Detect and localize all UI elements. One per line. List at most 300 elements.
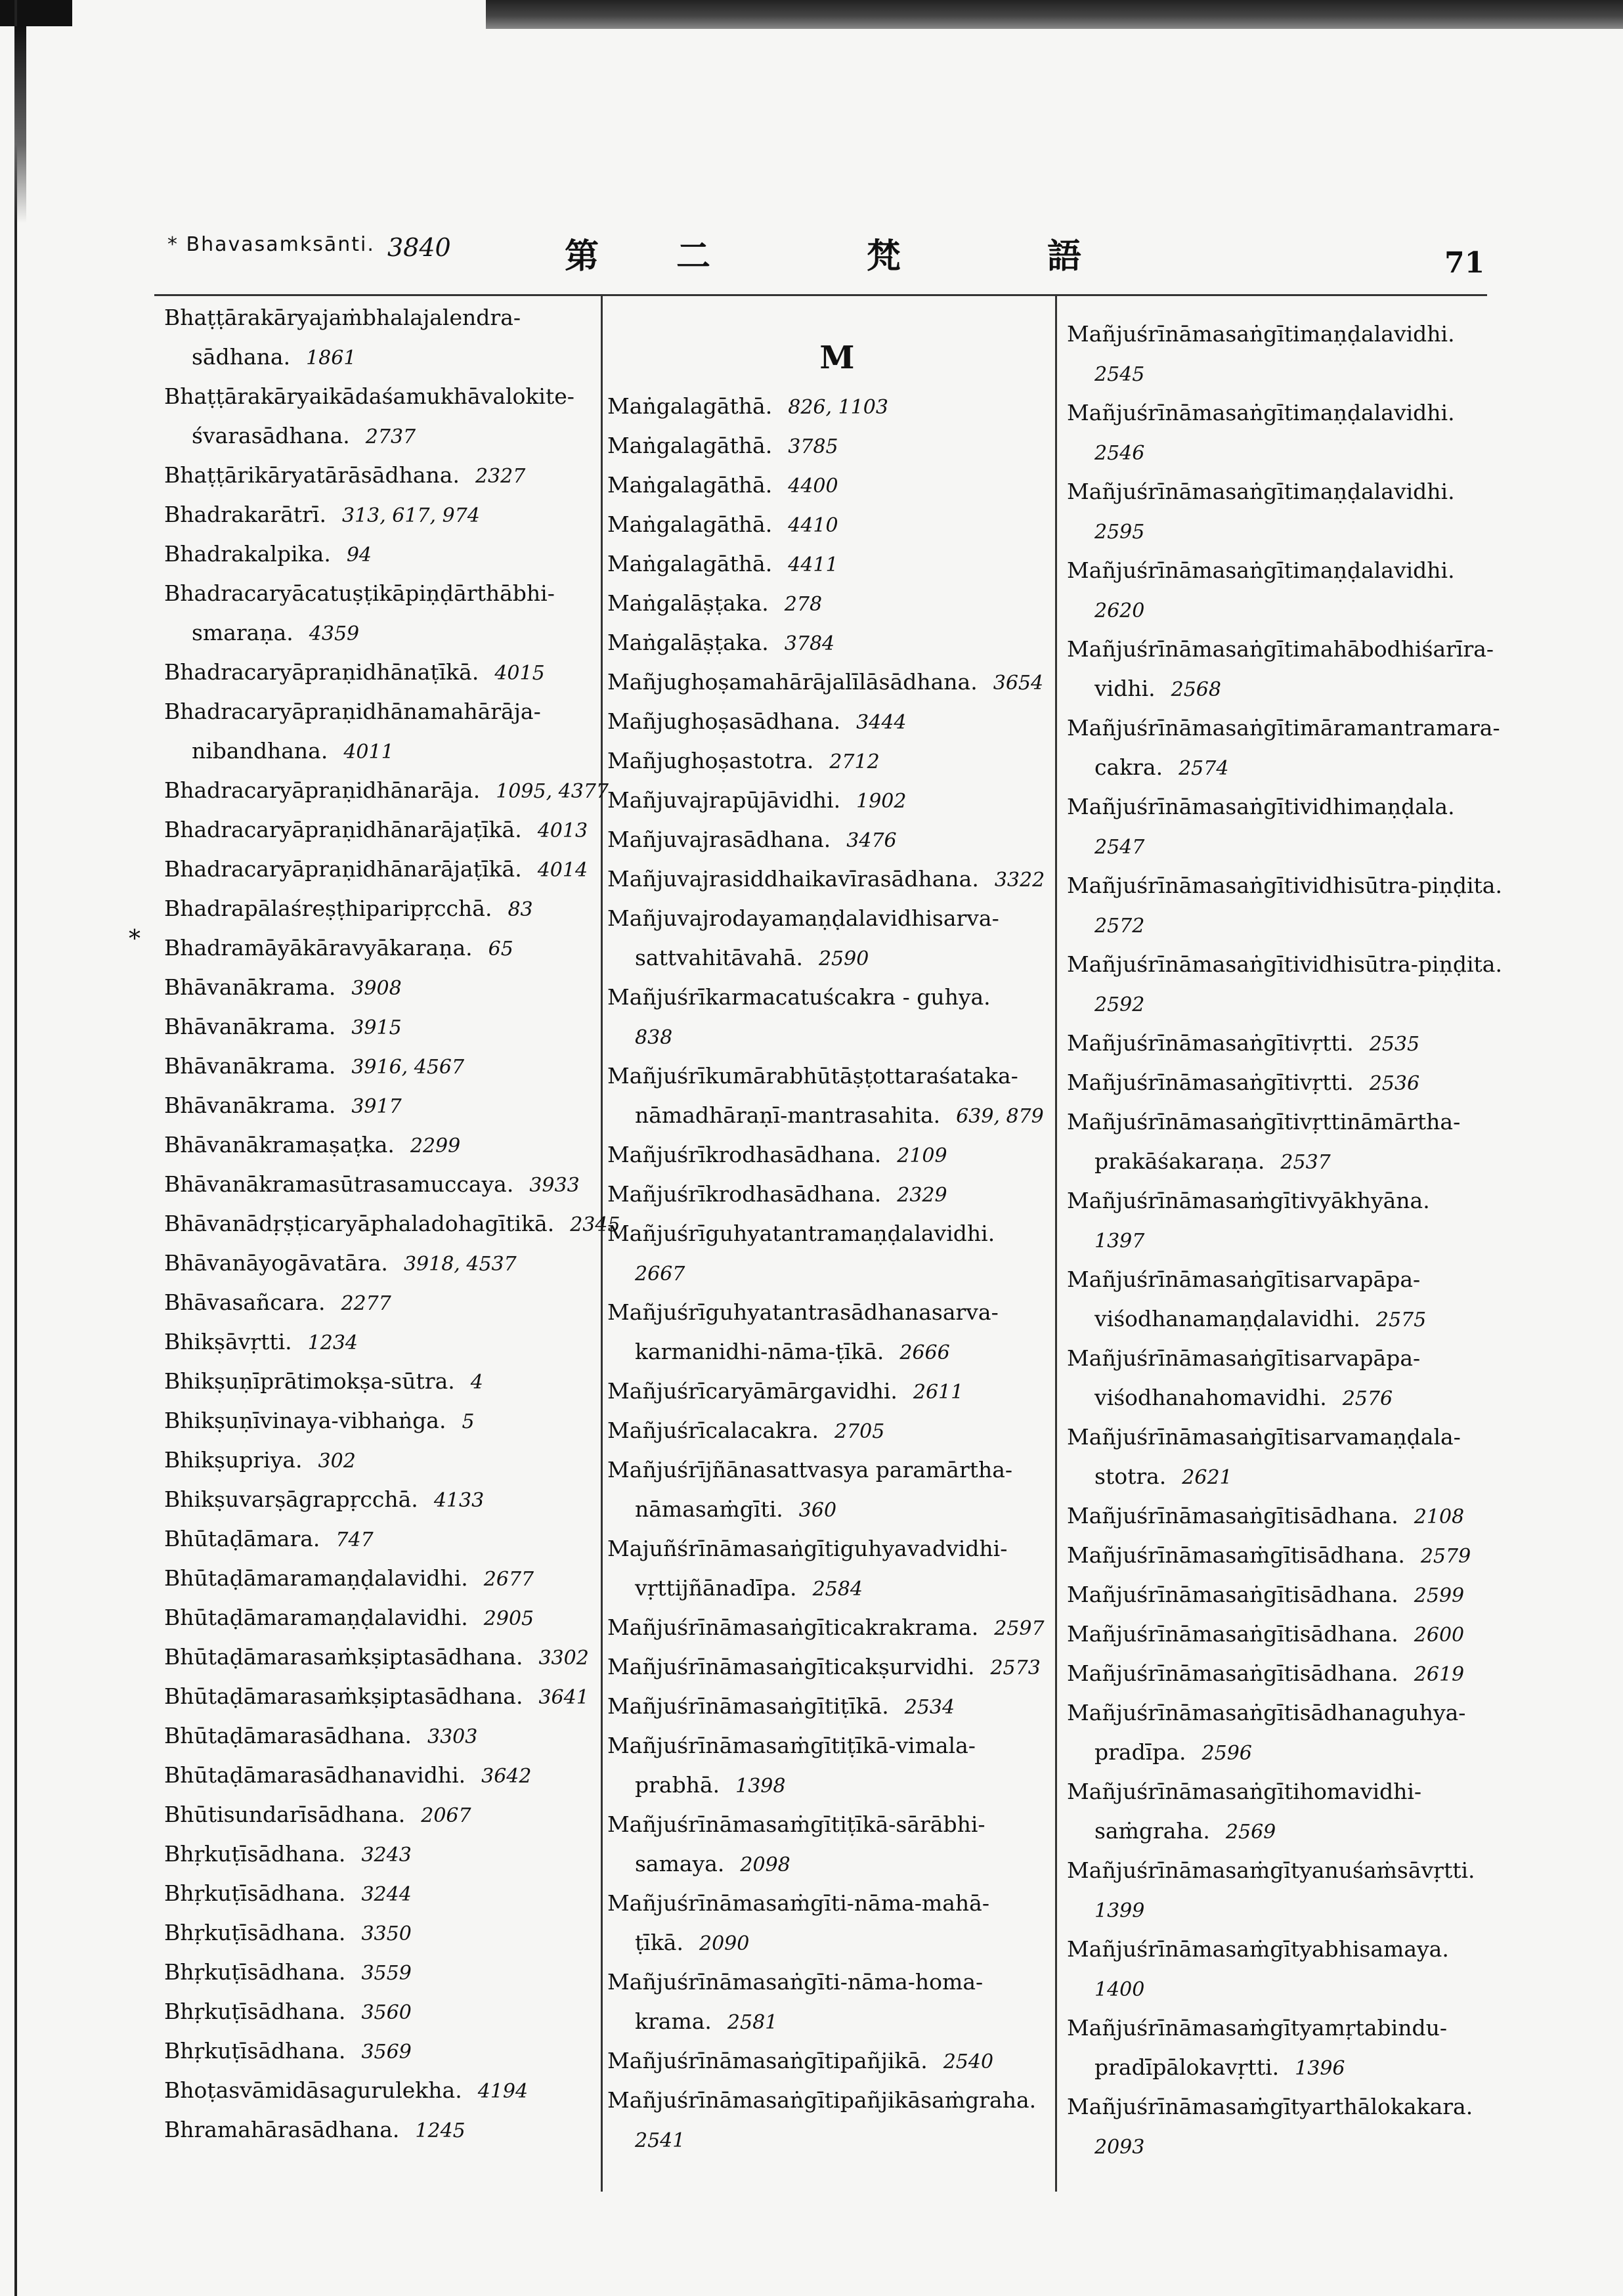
entry-number: 1234 [307,1332,358,1354]
index-entry-line [1067,945,1526,985]
index-entry-line [607,1569,1067,1609]
index-entry-line [1067,1852,1526,1891]
entry-number: 3933 [529,1174,580,1197]
index-entry-line [164,378,624,417]
entry-title: nāmasaṁgīti. [635,1496,783,1522]
entry-number: 2576 [1342,1387,1393,1410]
entry-number: 3916, 4567 [351,1056,465,1079]
entry-number: 302 [318,1450,356,1473]
index-entry-line [164,574,624,614]
entry-title: Mañjuśrīnāmasaṅgītivṛtti. [1067,1030,1354,1056]
entry-title: Mañjuśrīguhyatantrasādhanasarva- [607,1299,999,1325]
entry-title: Bhūtaḍāmarasādhana. [164,1723,412,1748]
entry-title: Bhadramāyākāravyākaraṇa. [164,935,473,961]
entry-number: 2666 [899,1341,950,1364]
entry-number: 2621 [1182,1466,1232,1489]
index-entry-line [607,584,1067,624]
index-entry-line [164,850,624,890]
entry-number: 2667 [635,1263,685,1286]
entry-number: 2737 [365,425,416,448]
header-note-number: 3840 [387,233,451,262]
entry-number: 2611 [913,1381,964,1404]
entry-number: 2277 [341,1292,391,1315]
entry-number: 3785 [788,435,838,458]
index-entry-line [607,821,1067,860]
index-entry-line [164,732,624,771]
entry-title: Bhūtaḍāmara. [164,1526,320,1551]
index-entry-line [164,1993,624,2032]
index-entry-line [1067,867,1526,906]
index-entry-line [164,1599,624,1638]
entry-number: 4011 [343,741,394,764]
index-entry-line [1067,1418,1526,1458]
entry-number: 313, 617, 974 [341,504,480,527]
index-entry-line [1067,1891,1526,1930]
entry-title: Mañjuśrīnāmasaṅgītisādhana. [1067,1503,1398,1528]
page-number: 71 [1444,246,1485,280]
entry-title: Mañjuśrīnāmasaṅgītividhisūtra-piṇḍita. [1067,873,1502,898]
entry-number: 2590 [818,947,869,970]
entry-number: 2090 [699,1932,750,1955]
index-entry-line [607,1333,1067,1372]
entry-title: Bhadracaryāpraṇidhānarājaṭīkā. [164,856,522,882]
entry-number: 2581 [727,2011,778,2034]
entry-title: Mañjuśrīkarmacatuścakra - guhya. [607,984,991,1010]
index-entry-line [1067,1458,1526,1497]
index-entry-line [607,2081,1067,2121]
entry-title: Mañjuśrīnāmasaṅgīticakrakrama. [607,1614,979,1640]
entry-title: Bhāvanākramaṣaṭka. [164,1132,395,1158]
entry-number: 2093 [1094,2136,1145,2159]
index-entry-line [607,1018,1067,1057]
index-entry-line [1067,394,1526,433]
index-entry-line [1067,748,1526,788]
entry-number: 2905 [483,1607,534,1630]
index-column-2 [607,328,1067,2160]
index-entry-line [1067,630,1526,670]
index-entry-line [607,1490,1067,1530]
index-entry-line [164,1323,624,1362]
entry-number: 2620 [1094,599,1145,622]
entry-title: Mañjuśrīnāmasaṁgītyabhisamaya. [1067,1936,1449,1962]
index-entry-line [164,1953,624,1993]
entry-number: 4410 [788,514,838,537]
entry-title: Mañjuśrīnāmasaṁgītyanuśaṁsāvṛtti. [1067,1857,1475,1883]
index-entry-line [1067,1064,1526,1103]
entry-title: Maṅgalagāthā. [607,551,773,576]
entry-number: 2546 [1094,442,1145,465]
entry-title: Bhadracaryāpraṇidhānamahārāja- [164,699,541,724]
entry-number: 3322 [994,869,1045,892]
index-entry-line [1067,1655,1526,1694]
index-entry-line [1067,1300,1526,1339]
entry-number: 4133 [433,1489,485,1512]
entry-title: Mañjuśrīnāmasaṁgītisādhana. [1067,1542,1405,1568]
entry-title: Bhūtaḍāmarasādhanavidhi. [164,1762,466,1788]
entry-title: Bhṛkuṭīsādhana. [164,2038,346,2064]
entry-title: sattvahitāvahā. [635,945,803,970]
index-entry-line [1067,1221,1526,1261]
index-entry-line [607,1530,1067,1569]
index-entry-line [1067,1930,1526,1970]
entry-number: 2597 [994,1617,1045,1640]
entry-title: Mañjuśrīnāmasaṅgītisādhana. [1067,1621,1398,1647]
entry-title: Mañjughoṣasādhana. [607,708,841,734]
entry-title: Bhaṭṭārikāryatārāsādhana. [164,462,460,488]
index-entry-line [164,653,624,693]
entry-title: vidhi. [1094,676,1156,701]
index-entry-line [1067,1576,1526,1615]
entry-title: Mañjuśrīkrodhasādhana. [607,1142,882,1167]
entry-title: Bhadrakalpika. [164,541,331,567]
index-entry-line [1067,670,1526,709]
index-entry-line [164,1126,624,1165]
entry-number: 838 [635,1026,673,1049]
index-entry-line [164,535,624,574]
index-entry-line [607,1845,1067,1884]
entry-number: 4014 [537,859,588,882]
index-entry-line [164,614,624,653]
entry-title: Mañjuśrīnāmasaṅgīti-nāma-homa- [607,1969,984,1995]
entry-title: Bhadracaryāpraṇidhānarājaṭīkā. [164,817,522,842]
entry-number: 2705 [834,1420,885,1443]
entry-title: Bhūtisundarīsādhana. [164,1802,406,1827]
index-entry-line [607,1766,1067,1806]
entry-number: 2712 [829,750,880,773]
entry-number: 2619 [1414,1663,1465,1686]
index-entry-line [1067,827,1526,867]
entry-number: 4 [470,1371,483,1394]
entry-number: 4359 [309,622,360,645]
index-entry-line [1067,709,1526,748]
index-entry-line [164,2071,624,2111]
entry-title: Mañjuśrīnāmasaṁgītiṭīkā-sārābhi- [607,1811,985,1837]
index-entry-line [1067,473,1526,512]
index-entry-line [164,1047,624,1087]
index-entry-line [607,1451,1067,1490]
index-entry-line [607,466,1067,506]
index-entry-line [164,929,624,968]
index-entry-line [164,1008,624,1047]
entry-title: Mañjuśrīnāmasaṁgītivyākhyāna. [1067,1188,1430,1213]
entry-title: prakāśakaraṇa. [1094,1148,1265,1174]
entry-number: 3642 [481,1765,532,1788]
entry-number: 2572 [1094,915,1145,938]
index-entry-line [607,506,1067,545]
index-entry-line [164,1481,624,1520]
entry-title: cakra. [1094,754,1163,780]
index-entry-line [607,1372,1067,1412]
index-entry-line [1067,2048,1526,2088]
index-entry-line [1067,985,1526,1024]
index-entry-line [1067,1379,1526,1418]
entry-title: Bhramahārasādhana. [164,2117,400,2142]
entry-number: 278 [784,593,823,616]
entry-title: Bhṛkuṭīsādhana. [164,1880,346,1906]
entry-number: 4194 [477,2080,529,2103]
entry-title: Mañjughoṣastotra. [607,748,814,773]
entry-title: Bhadrapālaśreṣṭhiparipṛcchā. [164,896,492,921]
index-entry-line [607,978,1067,1018]
entry-title: Bhṛkuṭīsādhana. [164,1920,346,1945]
scan-top-edge [486,0,1623,29]
entry-title: Bhāvanākrama. [164,1053,336,1079]
index-entry-line [1067,1142,1526,1182]
index-entry-line [1067,1024,1526,1064]
entry-title: Mañjuvajrasādhana. [607,827,831,852]
index-entry-line [607,1412,1067,1451]
entry-title: Bhṛkuṭīsādhana. [164,1841,346,1867]
index-entry-line [607,1924,1067,1963]
index-entry-line [164,1914,624,1953]
index-entry-line [607,899,1067,939]
entry-title: Mañjuśrīnāmasaṅgītimahābodhiśarīra- [1067,636,1494,662]
index-column-3 [1067,315,1526,2167]
entry-title: Maṅgalagāthā. [607,433,773,458]
scan-corner-mark [0,0,72,26]
index-entry-line [164,496,624,535]
header-cjk-3: 梵 [867,236,901,276]
index-entry-line [164,299,624,338]
entry-number: 2098 [740,1853,790,1876]
entry-title: ṭīkā. [635,1930,683,1955]
entry-number: 1245 [415,2119,465,2142]
index-entry-line [164,1284,624,1323]
index-entry-line [607,860,1067,899]
entry-number: 2575 [1375,1309,1427,1332]
index-entry-line [164,811,624,850]
entry-title: Mañjuvajrasiddhaikavīrasādhana. [607,866,979,892]
entry-title: Mañjuśrīnāmasaṅgītimaṇḍalavidhi. [1067,557,1455,583]
entry-title: Mañjuśrīcalacakra. [607,1418,819,1443]
index-entry-line [607,703,1067,742]
entry-number: 2067 [421,1804,471,1827]
entry-title: Mañjuśrīnāmasaṅgītimāramantramara- [1067,715,1500,741]
entry-title: Bhūtaḍāmaramaṇḍalavidhi. [164,1605,468,1630]
index-entry-line [607,624,1067,663]
entry-number: 639, 879 [956,1105,1044,1128]
entry-title: Mañjuśrīnāmasaṅgītividhimaṇḍala. [1067,794,1455,819]
entry-title: Bhadracaryācatuṣṭikāpiṇḍārthābhi- [164,580,555,606]
index-entry-line [1067,552,1526,591]
index-entry-line [164,456,624,496]
index-entry-line [1067,2009,1526,2048]
entry-title: samaya. [635,1851,725,1876]
entry-title: Maṅgalagāthā. [607,472,773,498]
entry-title: Maṅgalagāthā. [607,393,773,419]
entry-title: Bhūtaḍāmarasaṁkṣiptasādhana. [164,1683,523,1709]
entry-number: 2345 [570,1213,620,1236]
entry-number: 94 [346,544,372,567]
entry-number: 3444 [856,711,907,734]
index-entry-line [1067,512,1526,552]
header-rule [154,294,1487,296]
entry-number: 2534 [904,1696,955,1719]
index-entry-line [164,1638,624,1678]
entry-title: Mañjuśrīguhyatantramaṇḍalavidhi. [607,1221,995,1246]
entry-title: Bhāvanākrama. [164,974,336,1000]
entry-title: Mañjughoṣamahārājalīlāsādhana. [607,669,978,695]
entry-title: Mañjuśrīnāmasaṅgītisādhana. [1067,1582,1398,1607]
scan-left-smudge [14,26,26,223]
entry-title: Bhāvanākrama. [164,1014,336,1039]
entry-number: 2569 [1225,1821,1276,1844]
entry-title: Bhāvanāyogāvatāra. [164,1250,388,1276]
entry-number: 65 [488,938,513,961]
entry-title: Mañjuśrīcaryāmārgavidhi. [607,1378,898,1404]
entry-title: Mañjuśrīnāmasaṅgīticakṣurvidhi. [607,1654,975,1679]
asterisk-mark: * [129,926,141,953]
entry-title: Maṅgalāṣṭaka. [607,590,769,616]
index-entry-line [1067,1536,1526,1576]
index-entry-line [164,693,624,732]
entry-number: 83 [508,898,533,921]
entry-number: 2540 [943,2050,994,2073]
entry-title: Mañjuśrīnāmasaṅgītimaṇḍalavidhi. [1067,400,1455,425]
index-entry-line [164,968,624,1008]
entry-title: stotra. [1094,1463,1167,1489]
entry-number: 2327 [475,465,526,488]
index-entry-line [607,1648,1067,1687]
entry-number: 2329 [897,1184,947,1207]
entry-title: Mañjuśrīnāmasaṅgītivṛttināmārtha- [1067,1109,1461,1135]
entry-number: 3302 [538,1647,589,1670]
index-entry-line [164,1796,624,1835]
index-entry-line [607,781,1067,821]
entry-title: Bhaṭṭārakāryaikādaśamukhāvalokite- [164,383,574,409]
entry-title: Mañjuvajrapūjāvidhi. [607,787,841,813]
entry-number: 1861 [306,347,357,370]
index-entry-line [164,1441,624,1481]
entry-number: 4400 [788,475,838,498]
index-entry-line [1067,315,1526,355]
entry-title: Mañjuśrīnāmasaṅgītimaṇḍalavidhi. [1067,321,1455,347]
index-entry-line [1067,1733,1526,1773]
entry-number: 2600 [1414,1624,1465,1647]
index-entry-line [164,1717,624,1756]
index-entry-line [607,742,1067,781]
scan-left-edge [14,0,17,2296]
entry-title: prabhā. [635,1772,720,1798]
entry-title: Bhṛkuṭīsādhana. [164,1999,346,2024]
entry-title: Bhūtaḍāmaramaṇḍalavidhi. [164,1565,468,1591]
entry-title: Bhikṣāvṛtti. [164,1329,292,1354]
index-entry-line [1067,433,1526,473]
entry-number: 1095, 4377 [496,780,609,803]
index-entry-line [1067,1339,1526,1379]
index-entry-line [1067,1970,1526,2009]
entry-number: 2579 [1420,1545,1471,1568]
entry-title: Mañjuvajrodayamaṇḍalavidhisarva- [607,905,999,931]
index-entry-line [607,387,1067,427]
index-entry-line [164,2111,624,2150]
entry-title: sādhana. [192,344,291,370]
entry-number: 2545 [1094,363,1145,386]
entry-title: Mañjuśrīnāmasaṁgīti-nāma-mahā- [607,1890,989,1916]
index-entry-line [1067,1182,1526,1221]
entry-number: 4013 [537,819,588,842]
index-entry-line [164,417,624,456]
index-entry-line [1067,1103,1526,1142]
index-entry-line [1067,2127,1526,2167]
index-entry-line [1067,1497,1526,1536]
index-entry-line [607,1215,1067,1254]
entry-number: 1400 [1094,1978,1145,2001]
entry-number: 4015 [494,662,545,685]
index-entry-line [607,545,1067,584]
index-entry-line [607,1687,1067,1727]
index-entry-line [607,1175,1067,1215]
entry-title: pradīpa. [1094,1739,1186,1765]
entry-number: 826, 1103 [788,396,888,419]
entry-title: Mañjuśrīnāmasaṅgītividhisūtra-piṇḍita. [1067,951,1502,977]
entry-title: Mañjuśrīnāmasaṁgītyarthālokakara. [1067,2094,1473,2119]
entry-number: 2535 [1369,1033,1420,1056]
index-entry-line [1067,591,1526,630]
entry-title: Mañjuśrīnāmasaṁgītyamṛtabindu- [1067,2015,1447,2041]
entry-title: Bhaṭṭārakāryajaṁbhalajalendra- [164,305,521,330]
entry-number: 2677 [483,1568,534,1591]
entry-number: 3244 [361,1883,412,1906]
entry-number: 2541 [635,2129,685,2152]
entry-title: Mañjuśrīnāmasaṅgītiṭīkā. [607,1693,889,1719]
entry-number: 3569 [361,2041,412,2064]
index-entry-line [607,1057,1067,1096]
entry-title: Bhadracaryāpraṇidhānarāja. [164,777,481,803]
index-entry-line [1067,1261,1526,1300]
entry-title: Mañjuśrīkumārabhūtāṣṭottaraśataka- [607,1063,1018,1089]
entry-number: 5 [462,1410,475,1433]
index-entry-line [607,2042,1067,2081]
index-entry-line [164,1678,624,1717]
entry-title: Mañjuśrīnāmasaṅgītimaṇḍalavidhi. [1067,479,1455,504]
entry-number: 4411 [788,553,838,576]
index-entry-line [1067,1773,1526,1812]
index-entry-line [1067,1615,1526,1655]
entry-number: 3350 [361,1922,412,1945]
index-entry-line [164,1402,624,1441]
entry-number: 747 [335,1528,374,1551]
index-entry-line [607,1254,1067,1293]
index-entry-line [607,427,1067,466]
index-entry-line [164,1874,624,1914]
entry-number: 2599 [1414,1584,1465,1607]
entry-title: Bhāvanākramasūtrasamuccaya. [164,1171,514,1197]
index-entry-line [164,1756,624,1796]
index-entry-line [164,1244,624,1284]
entry-number: 3476 [846,829,897,852]
entry-title: Majuñśrīnāmasaṅgītiguhyavadvidhi- [607,1536,1008,1561]
entry-title: Bhikṣuvarṣāgrapṛcchā. [164,1486,418,1512]
index-entry-line [607,2121,1067,2160]
entry-number: 3560 [361,2001,412,2024]
entry-title: Mañjuśrīnāmasaṅgītipañjikā. [607,2048,928,2073]
index-entry-line [1067,355,1526,394]
entry-number: 2574 [1179,757,1229,780]
entry-number: 360 [798,1499,837,1522]
entry-title: krama. [635,2008,712,2034]
entry-number: 2108 [1414,1505,1465,1528]
entry-number: 3303 [427,1725,478,1748]
index-entry-line [164,1559,624,1599]
entry-number: 2596 [1201,1742,1252,1765]
entry-number: 3918, 4537 [403,1253,517,1276]
entry-title: pradīpālokavṛtti. [1094,2054,1280,2080]
entry-number: 2547 [1094,836,1145,859]
entry-title: Maṅgalāṣṭaka. [607,630,769,655]
entry-title: Bhikṣuṇīprātimokṣa-sūtra. [164,1368,455,1394]
entry-title: Mañjuśrījñānasattvasya paramārtha- [607,1457,1013,1483]
